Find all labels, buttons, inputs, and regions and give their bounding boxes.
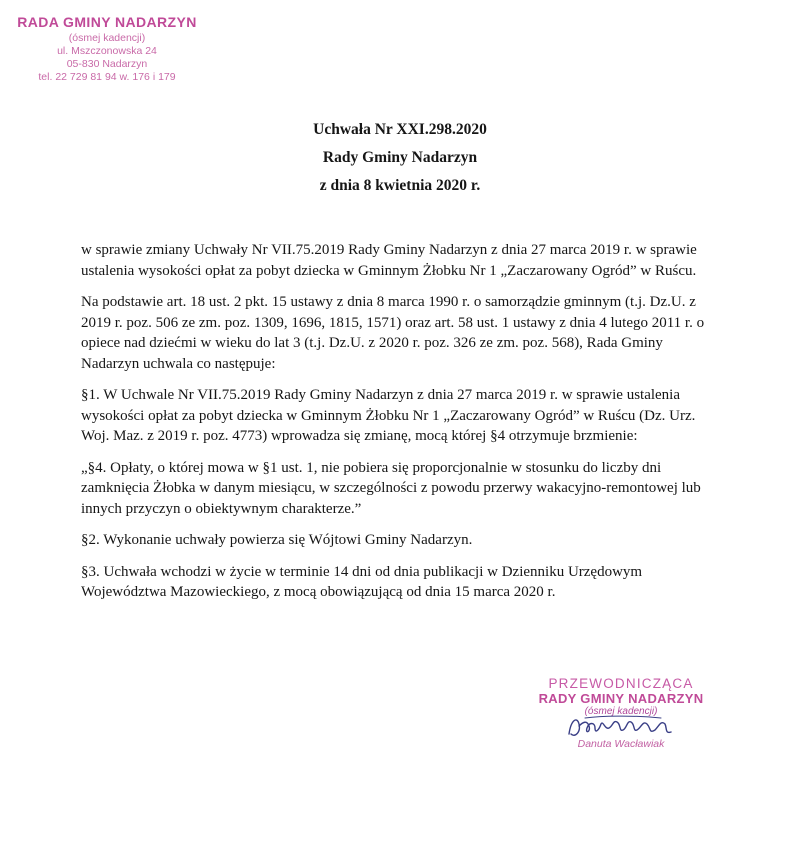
stamp-title: RADA GMINY NADARZYN [17, 14, 197, 30]
resolution-number: Uchwała Nr XXI.298.2020 [313, 121, 487, 138]
chair-council: RADY GMINY NADARZYN [538, 690, 704, 706]
stamp-postal: 05-830 Nadarzyn [66, 57, 148, 70]
section-3: §3. Uchwała wchodzi w życie w terminie 14 dni od dnia publikacji w Dzienniku Urzędowym Województwa Mazowieckiego, z mocą obowiązującą od dnia 15 marca 2020 r. [81, 563, 643, 600]
resolution-heading [0, 116, 800, 200]
resolution-date: z dnia 8 kwietnia 2020 r. [319, 177, 481, 194]
chair-term: (ósmej kadencji) [584, 706, 658, 718]
chairwoman-signature-stamp [522, 676, 720, 750]
stamp-street: ul. Mszczonowska 24 [57, 44, 157, 57]
chair-name: Danuta Wacławiak [577, 737, 665, 750]
resolution-body: Rady Gminy Nadarzyn [322, 149, 478, 166]
section-4-wording: „§4. Opłaty, o której mowa w §1 ust. 1, nie pobiera się proporcjonalnie w stosunku do liczby dni zamknięcia Żłobka w danym miesiącu, w szczególności z powodu przerwy wakacyjno-remontowej lub innych przyczyn o obiektywnym charakterze.” [81, 459, 701, 517]
legal-basis: Na podstawie art. 18 ust. 2 pkt. 15 ustawy z dnia 8 marca 1990 r. o samorządzie gminnym (t.j. Dz.U. z 2019 r. poz. 506 ze zm. poz. 1309, 1696, 1815, 1571) oraz art. 58 ust. 1 ustawy z dnia 4 lutego 2011 r. o opiece nad dziećmi w wieku do lat 3 (t.j. Dz.U. z 2020 r. poz. 326 ze zm. poz. 568), Rada Gminy Nadarzyn uchwala co następuje: [81, 294, 705, 372]
resolution-subject: w sprawie zmiany Uchwały Nr VII.75.2019 Rady Gminy Nadarzyn z dnia 27 marca 2019 r. w sprawie ustalenia wysokości opłat za pobyt dziecka w Gminnym Żłobku Nr 1 „Zaczarowany Ogród” w Ruścu. [81, 242, 697, 279]
section-2: §2. Wykonanie uchwały powierza się Wójtowi Gminy Nadarzyn. [81, 532, 473, 548]
stamp-phone: tel. 22 729 81 94 w. 176 i 179 [38, 70, 176, 83]
section-1: §1. W Uchwale Nr VII.75.2019 Rady Gminy Nadarzyn z dnia 27 marca 2019 r. w sprawie ustalenia wysokości opłat za pobyt dziecka w Gminnym Żłobku Nr 1 „Zaczarowany Ogród” w Ruścu (Dz. Urz. Woj. Maz. z 2019 r. poz. 4773) wprowadza się zmianę, mocą której §4 otrzymuje brzmienie: [81, 387, 696, 444]
stamp-term: (ósmej kadencji) [68, 31, 146, 44]
resolution-content [81, 240, 721, 614]
chair-title: PRZEWODNICZĄCA [548, 676, 694, 691]
council-address-stamp [12, 14, 202, 84]
